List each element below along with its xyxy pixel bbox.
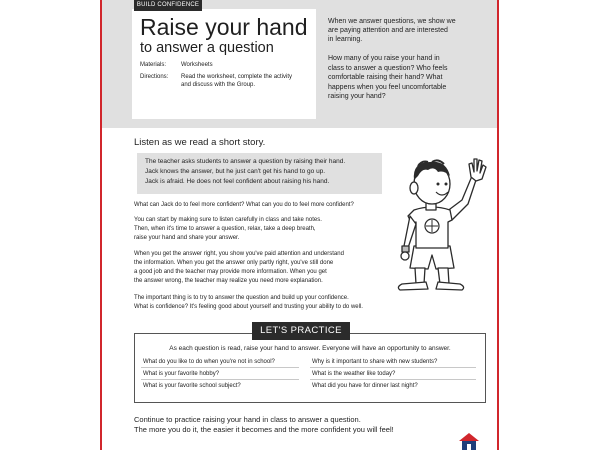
- paragraph-line: You can start by making sure to listen carefully in class and take notes.: [134, 217, 322, 223]
- intro-line: How many of you raise your hand in: [328, 55, 440, 62]
- practice-box: [134, 333, 486, 403]
- materials-label: Materials:: [140, 62, 167, 68]
- intro-line: raising your hand?: [328, 93, 386, 100]
- story-line: The teacher asks students to answer a question by raising their hand.: [145, 158, 346, 165]
- practice-question: What do you like to do when you're not in school?: [143, 359, 275, 365]
- intro-line: in learning.: [328, 36, 363, 43]
- paragraph-line: Then, when it's time to answer a question, relax, take a deep breath,: [134, 226, 316, 232]
- practice-question: What is your favorite school subject?: [143, 383, 241, 389]
- practice-question: What is your favorite hobby?: [143, 371, 220, 377]
- intro-line: comfortable raising their hand? What: [328, 74, 443, 81]
- story-line: Jack knows the answer, but he just can't get his hand to go up.: [145, 168, 326, 175]
- question-divider: [141, 379, 299, 380]
- category-tag: BUILD CONFIDENCE: [134, 0, 202, 11]
- question-divider: [310, 367, 476, 368]
- practice-question: Why is it important to share with new students?: [312, 359, 438, 365]
- question-divider: [141, 367, 299, 368]
- paragraph-line: What is confidence? It's feeling good about yourself and trusting your ability to do well.: [134, 304, 363, 310]
- question-divider: [310, 379, 476, 380]
- directions-line: Read the worksheet, complete the activity: [181, 74, 293, 80]
- reflection-question: What can Jack do to feel more confident? What can you do to feel more confident?: [134, 202, 354, 208]
- paragraph-line: raise your hand and share your answer.: [134, 235, 240, 241]
- paragraph-line: the answer wrong, the teacher may realize you need more explanation.: [134, 278, 323, 284]
- directions-line: and discuss with the Group.: [181, 82, 256, 88]
- materials-value: Worksheets: [181, 62, 213, 68]
- page-title: Raise your hand: [140, 14, 308, 40]
- house-logo-icon: [456, 432, 482, 450]
- story-line: Jack is afraid. He does not feel confident about raising his hand.: [145, 178, 330, 185]
- story-heading: Listen as we read a short story.: [134, 137, 266, 148]
- paragraph-line: a good job and the teacher may provide more information. When you get: [134, 269, 327, 275]
- closing-line: The more you do it, the easier it becomes and the more confident you will feel!: [134, 425, 394, 434]
- page-subtitle: to answer a question: [140, 40, 274, 56]
- paragraph-line: When you get the answer right, you show you've paid attention and understand: [134, 251, 344, 257]
- practice-instructions: As each question is read, raise your hand to answer. Everyone will have an opportunity to answer.: [169, 345, 451, 352]
- practice-question: What did you have for dinner last night?: [312, 383, 418, 389]
- closing-line: Continue to practice raising your hand in class to answer a question.: [134, 415, 361, 424]
- intro-line: When we answer questions, we show we: [328, 18, 456, 25]
- intro-line: class to answer a question? Who feels: [328, 64, 448, 72]
- directions-label: Directions:: [140, 74, 169, 80]
- paragraph-line: The important thing is to try to answer the question and build up your confidence.: [134, 295, 349, 301]
- practice-heading: LET'S PRACTICE: [252, 322, 350, 340]
- intro-paragraph-1: [328, 17, 476, 44]
- intro-paragraph-2: [328, 54, 480, 102]
- practice-question: What is the weather like today?: [312, 371, 396, 377]
- paragraph-line: the information. When you get the answer only partly right, you've still done: [134, 260, 334, 266]
- boy-raising-hand-illustration: [388, 150, 488, 300]
- intro-line: are paying attention and are interested: [328, 27, 448, 34]
- right-page-border: [497, 0, 499, 450]
- intro-line: happens when you feel uncomfortable: [328, 83, 447, 91]
